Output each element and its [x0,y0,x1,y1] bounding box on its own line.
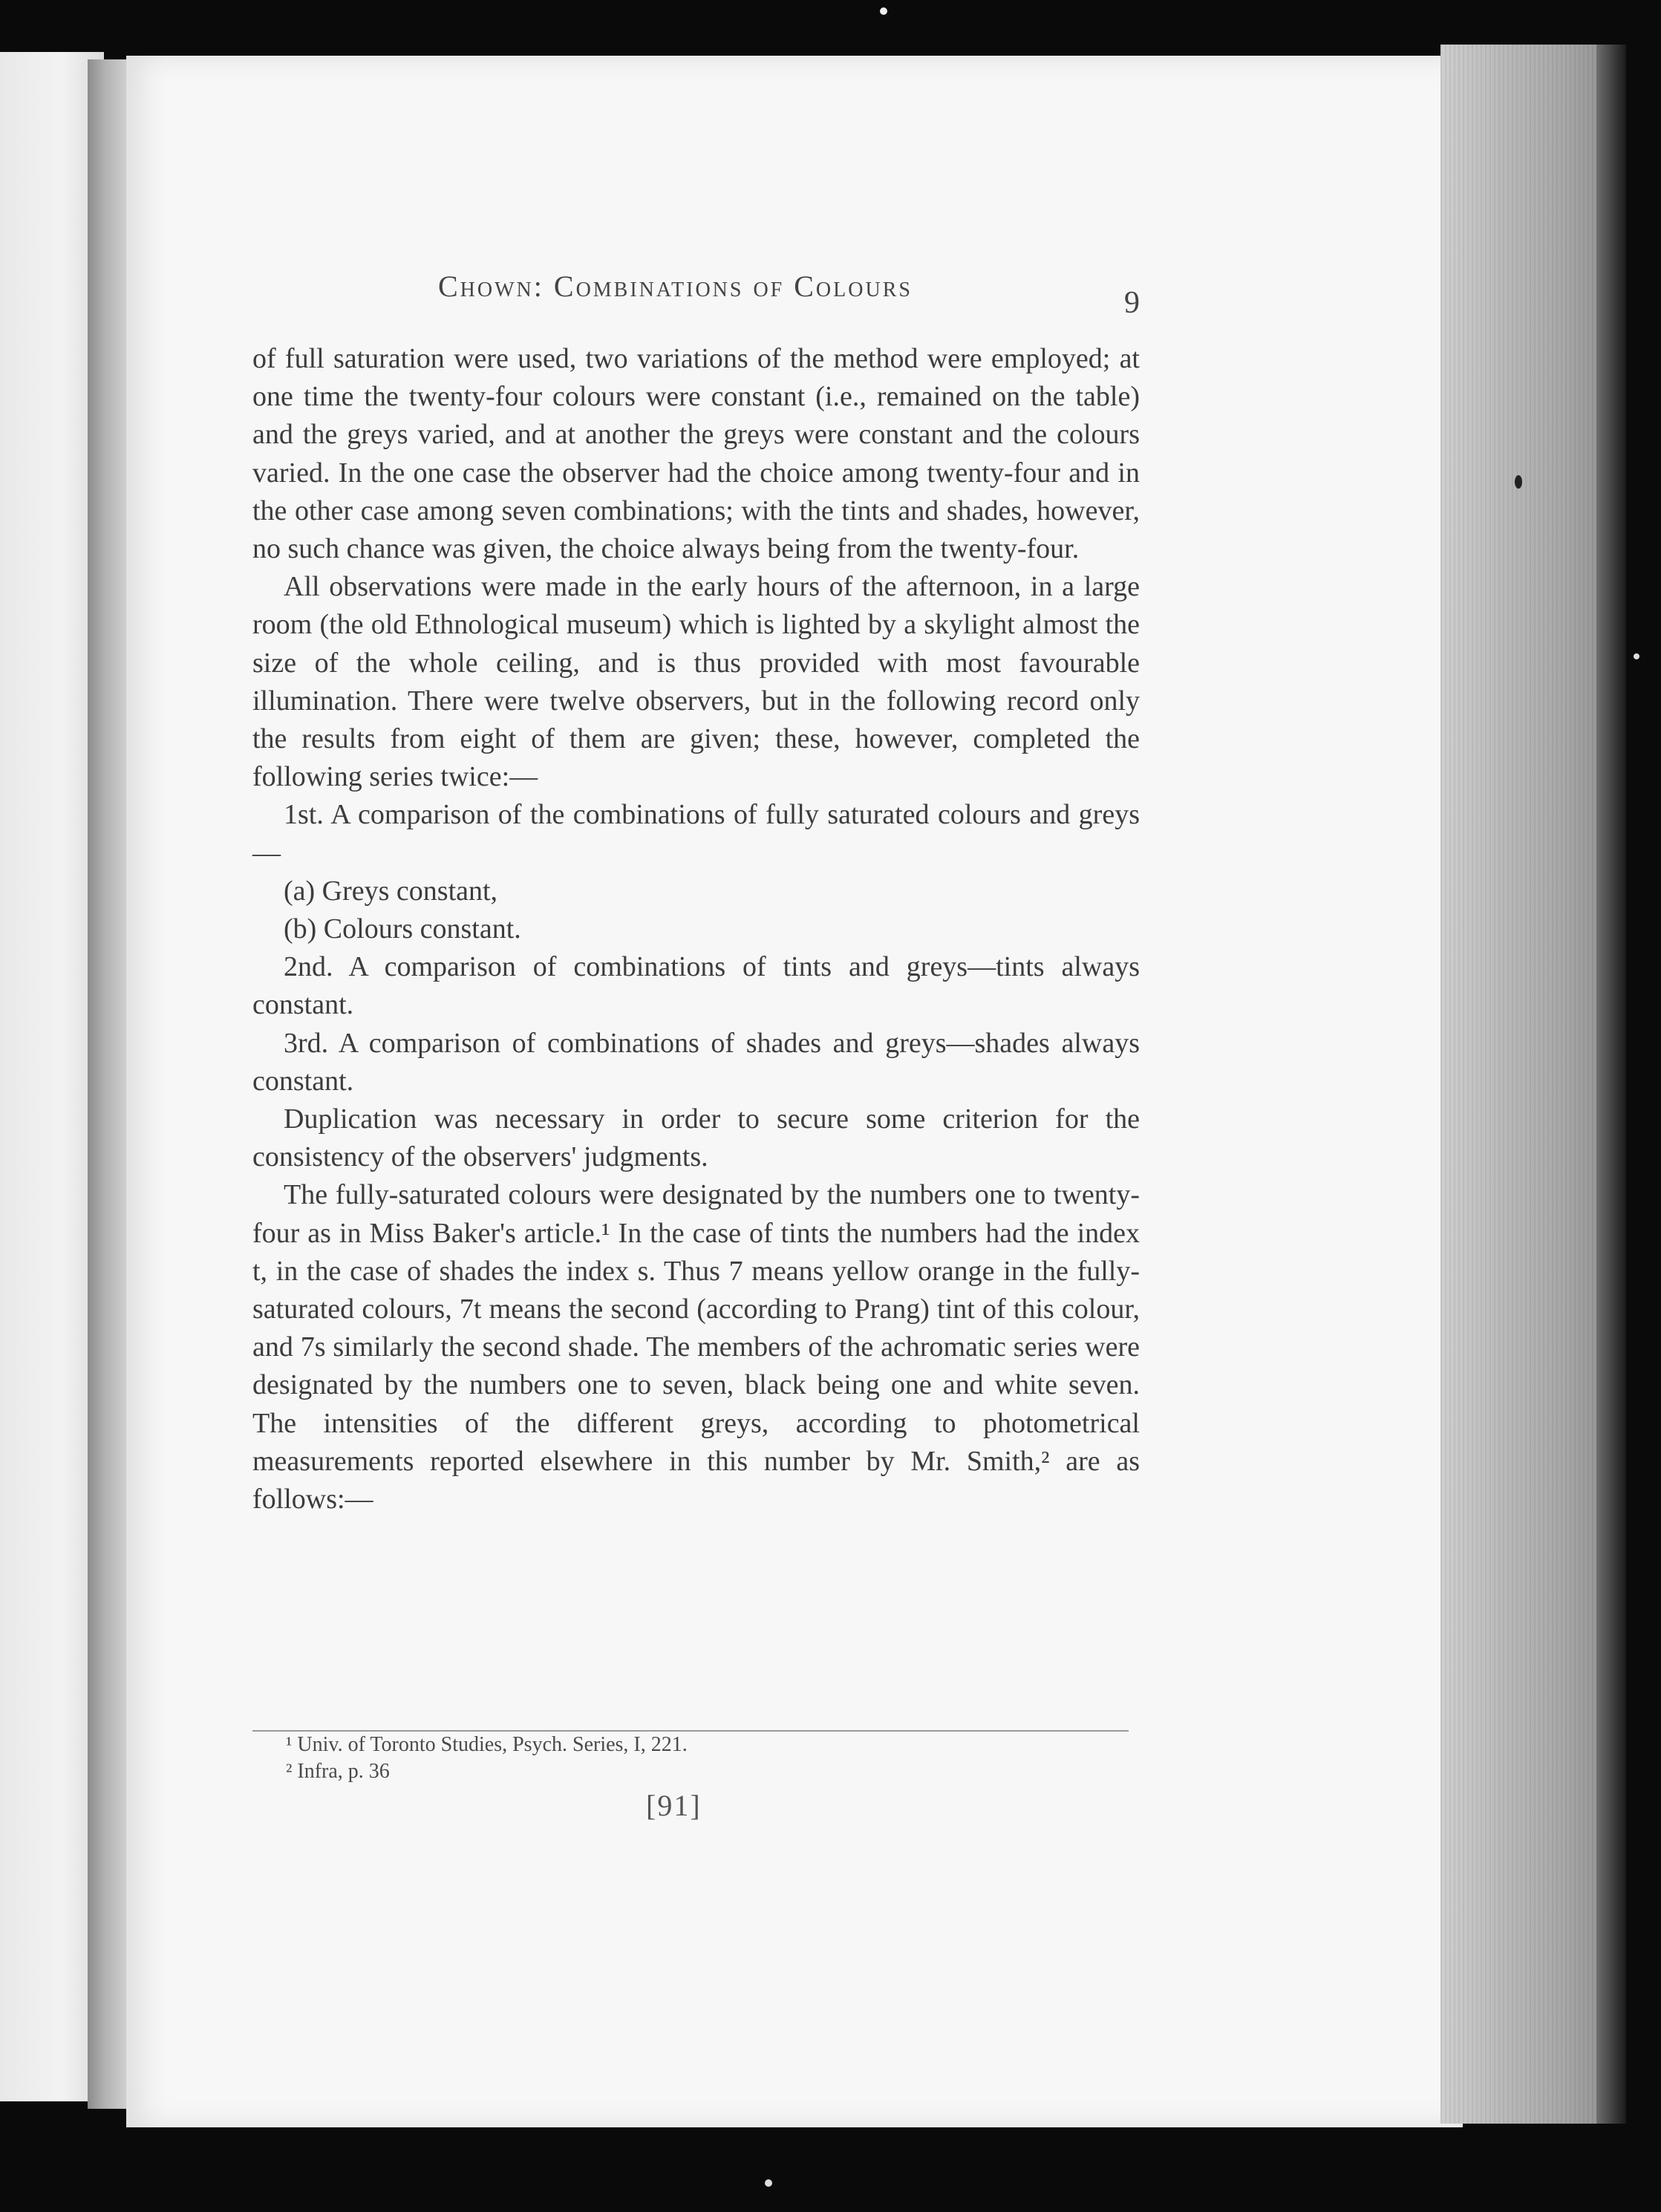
list-item: 2nd. A comparison of combinations of tints and greys—tints always constant. [252,951,1140,1021]
running-head: Chown: Combinations of Colours [438,270,913,303]
footnote: ² Infra, p. 36 [286,1760,390,1783]
dust-speck [1515,475,1522,489]
page-number: 9 [1124,286,1140,320]
list-subitem: (a) Greys constant, [284,875,498,907]
list-item: 1st. A comparison of the combinations of fully saturated colours and greys— [252,799,1140,869]
paragraph: of full saturation were used, two variations of the method were employed; at one time the twenty-four colours were constant (i.e., remained on the table) and the greys varied, and at another the greys were constant and the colours varied. In the one case the observer had the choice among twenty-four and in the other case among seven combinations; with the tints and shades, however, no such chance was given, the choice always being from the twenty-four. [252,343,1140,565]
paragraph: The fully-saturated colours were designated by the numbers one to twenty-four as in Miss Baker's article.¹ In the case of tints the numbers had the index t, in the case of shades the index s. Thus 7 means yellow orange in the fully-saturated colours, 7t means the second (according to Prang) tint of this colour, and 7s similarly the second shade. The members of the achromatic series were designated by the numbers one to seven, black being one and white seven. The intensities of the different greys, according to photometrical measurements reported elsewhere in this number by Mr. Smith,² are as follows:— [252,1179,1140,1516]
paragraph: All observations were made in the early hours of the afternoon, in a large room (the old Ethnological museum) which is lighted by a skylight almost the size of the whole ceiling, and is thus provided with most favourable illumination. There were twelve observers, but in the following record only the results from eight of them are given; these, however, completed the following series twice:— [252,571,1140,793]
dust-speck [765,2179,772,2187]
dust-speck [1634,653,1639,659]
dust-speck [880,7,887,15]
fore-edge-shadow [1596,45,1626,2124]
body-text [252,340,1140,1518]
book-gutter [88,59,132,2109]
paragraph: Duplication was necessary in order to secure some criterion for the consistency of the observers' judgments. [252,1103,1140,1173]
book-fore-edge [1440,45,1615,2124]
list-item: 3rd. A comparison of combinations of shades and greys—shades always constant. [252,1027,1140,1097]
list-subitem: (b) Colours constant. [284,913,521,945]
bracketed-page-number: [91] [646,1789,702,1822]
footnotes [286,1732,1103,1785]
footnote: ¹ Univ. of Toronto Studies, Psych. Series, I, 221. [286,1733,688,1756]
